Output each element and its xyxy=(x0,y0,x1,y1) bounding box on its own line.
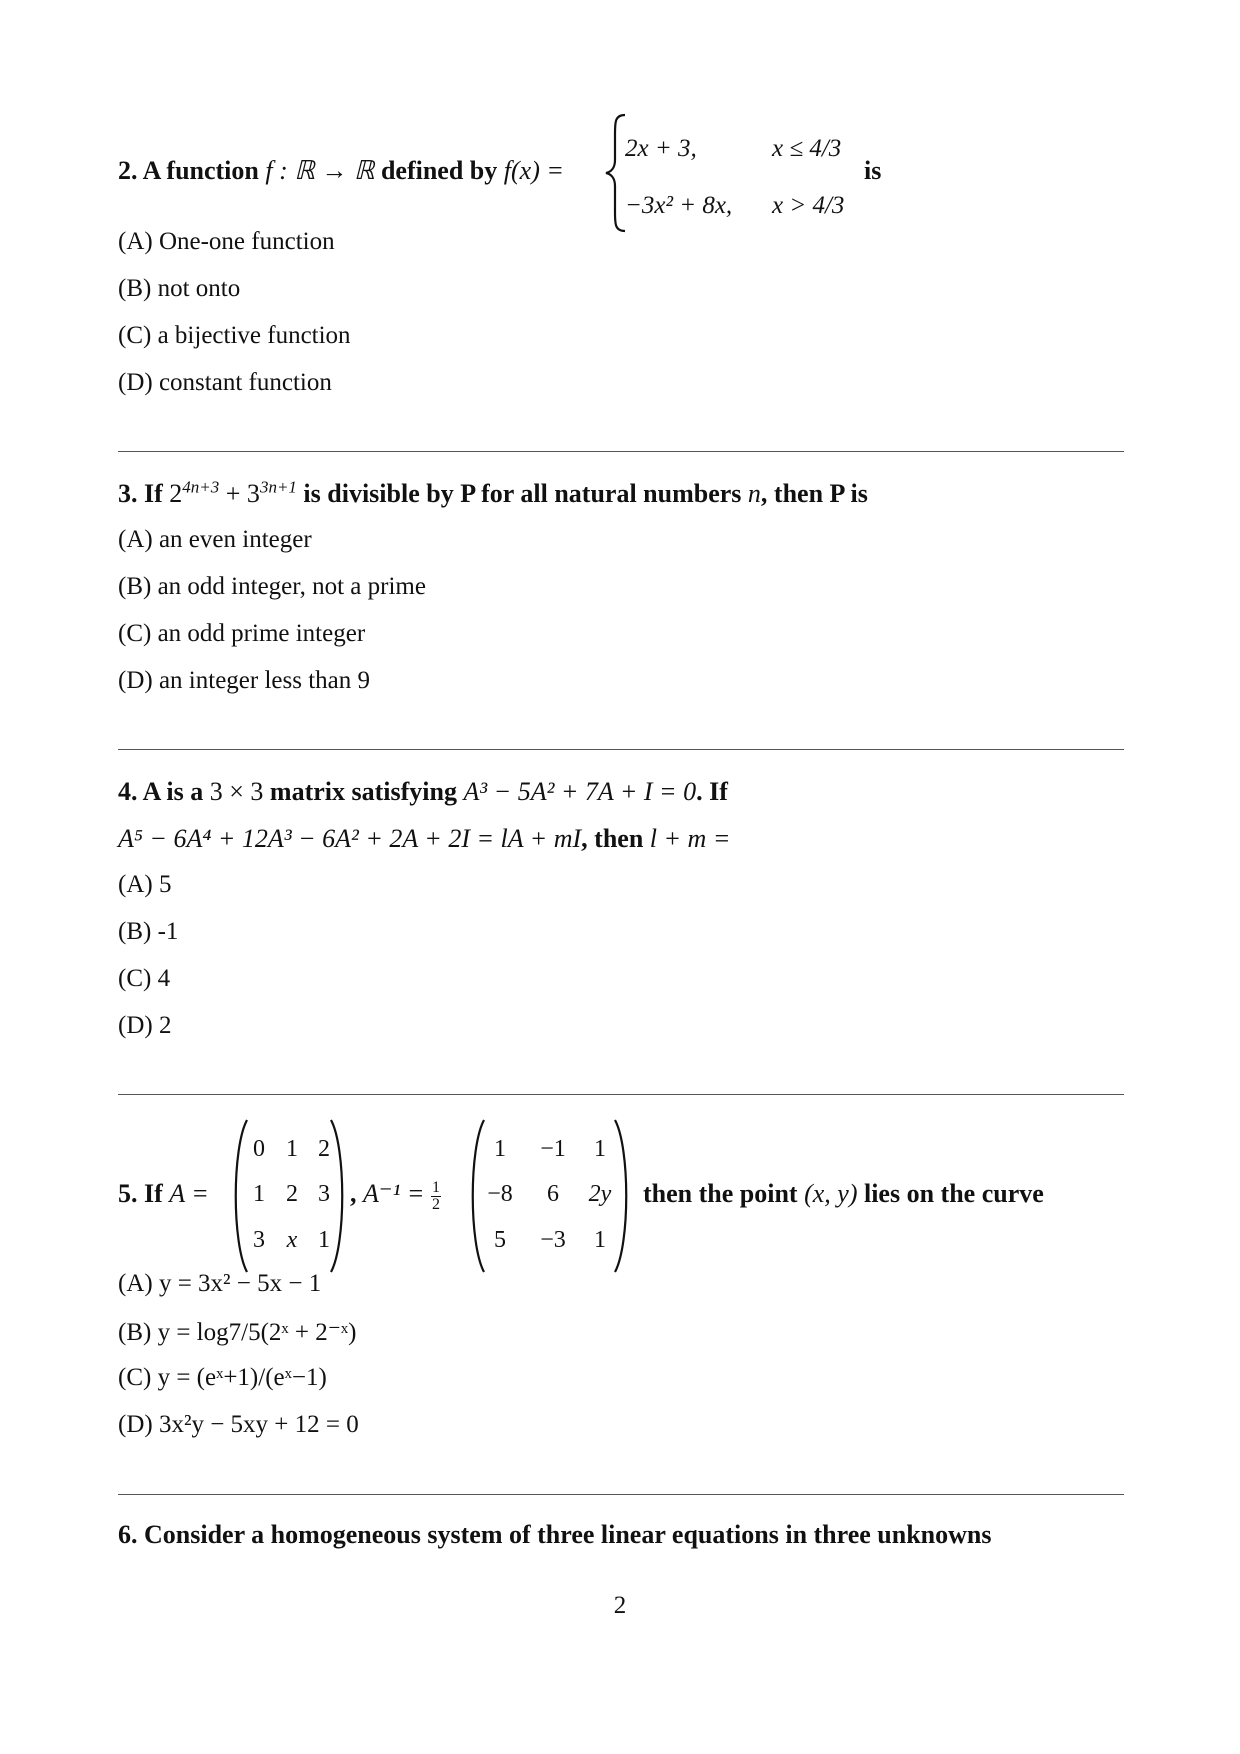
matrix-ainv-cell: −1 xyxy=(540,1136,566,1162)
q5-suffix-group xyxy=(643,1179,1044,1209)
q4-option-d: (D) 2 xyxy=(118,1012,172,1039)
matrix-ainv-cell: 1 xyxy=(594,1136,606,1162)
matrix-a-cell: 1 xyxy=(318,1227,330,1253)
q5-comma: , xyxy=(350,1179,357,1208)
divider-1 xyxy=(118,451,1124,452)
q5-option-a: (A) y = 3x² − 5x − 1 xyxy=(118,1270,322,1297)
q5-then: then the point xyxy=(643,1179,798,1208)
q5-prefix: 5. If xyxy=(118,1179,163,1208)
q5-curve: lies on the curve xyxy=(863,1179,1044,1208)
q4-eq2: A⁵ − 6A⁴ + 12A³ − 6A² + 2A + 2I = lA + mI xyxy=(118,824,582,853)
q4-stem-line2 xyxy=(118,824,730,854)
q3-stem xyxy=(118,479,868,509)
matrix-a-cell: 3 xyxy=(318,1181,330,1207)
q4-end1: . If xyxy=(696,777,728,806)
q2-option-d: (D) constant function xyxy=(118,369,332,396)
q6-title: 6. Consider a homogeneous system of three linear equations in three unknowns xyxy=(118,1520,992,1549)
q5-half-num: 1 xyxy=(431,1178,440,1196)
q2-option-a: (A) One-one function xyxy=(118,228,335,255)
divider-3 xyxy=(118,1094,1124,1095)
matrix-a-cell: 0 xyxy=(253,1136,265,1162)
q2-fx: f(x) = xyxy=(503,156,564,185)
q4-then: , then xyxy=(581,824,644,853)
q5-point: (x, y) xyxy=(804,1179,858,1208)
q5-prefix-group xyxy=(118,1179,209,1209)
q4-option-c: (C) 4 xyxy=(118,965,171,992)
q4-mid: matrix satisfying xyxy=(269,777,457,806)
matrix-ainv-cell: 6 xyxy=(547,1181,559,1207)
divider-4 xyxy=(118,1494,1124,1495)
q5-half-den: 2 xyxy=(431,1195,440,1213)
q4-stem-line1 xyxy=(118,777,728,807)
q4-eq1: A³ − 5A² + 7A + I = 0 xyxy=(463,777,697,806)
q2-case2-cond: x > 4/3 xyxy=(772,192,845,219)
q3-option-d: (D) an integer less than 9 xyxy=(118,667,371,694)
q5-option-d: (D) 3x²y − 5xy + 12 = 0 xyxy=(118,1411,359,1438)
q5-option-c: (C) y = (eˣ+1)/(eˣ−1) xyxy=(118,1364,327,1391)
matrix-ainv-cell: 1 xyxy=(594,1227,606,1253)
q3-option-c: (C) an odd prime integer xyxy=(118,620,366,647)
matrix-ainv-cell: −3 xyxy=(540,1227,566,1253)
q3-var-n: n xyxy=(747,479,761,508)
q2-case1-cond: x ≤ 4/3 xyxy=(772,135,842,162)
q4-prefix: 4. A is a xyxy=(118,777,204,806)
q3-middle: is divisible by P for all natural numbers xyxy=(303,479,742,508)
matrix-ainv-cell: −8 xyxy=(487,1181,513,1207)
matrix-a-cell: x xyxy=(286,1227,298,1253)
q5-ainv-eq: A⁻¹ = xyxy=(363,1179,425,1208)
matrix-a-cell: 2 xyxy=(318,1136,330,1162)
matrix-a-cell: 3 xyxy=(253,1227,265,1253)
matrix-a-cell: 1 xyxy=(253,1181,265,1207)
matrix-ainv-cell: 2y xyxy=(588,1181,612,1207)
q2-map: f : ℝ → ℝ xyxy=(265,156,375,185)
q3-expr-rendered: $2^{4n+3} + 3^{3n+1}$ xyxy=(169,477,297,508)
matrix-a-cell: 1 xyxy=(286,1136,298,1162)
q2-option-c: (C) a bijective function xyxy=(118,322,351,349)
q2-case2-expr: −3x² + 8x, xyxy=(625,192,733,219)
divider-2 xyxy=(118,749,1124,750)
q2-prefix: 2. A function xyxy=(118,156,259,185)
q5-half-fraction xyxy=(431,1180,441,1213)
matrix-ainv-cell: 1 xyxy=(494,1136,506,1162)
q3-suffix: , then P is xyxy=(760,479,868,508)
q5-a-eq: A = xyxy=(169,1179,209,1208)
q3-prefix: 3. If xyxy=(118,479,163,508)
matrix-a-cell: 2 xyxy=(286,1181,298,1207)
q5-option-b: (B) y = log7/5(2ˣ + 2⁻ˣ) xyxy=(118,1319,357,1346)
q4-option-b: (B) -1 xyxy=(118,918,179,945)
q4-dim: 3 × 3 xyxy=(209,777,264,806)
q2-defined-by: defined by xyxy=(380,156,498,185)
q4-option-a: (A) 5 xyxy=(118,871,172,898)
q5-middle-group xyxy=(350,1179,441,1213)
q2-suffix: is xyxy=(864,156,882,185)
q4-ask: l + m = xyxy=(649,824,731,853)
matrix-ainv-cell: 5 xyxy=(494,1227,506,1253)
q2-case1-expr: 2x + 3, xyxy=(625,135,697,162)
page-number: 2 xyxy=(613,1592,627,1619)
q2-stem xyxy=(118,156,564,186)
q3-option-a: (A) an even integer xyxy=(118,526,312,553)
q3-option-b: (B) an odd integer, not a prime xyxy=(118,573,426,600)
matrix-a-left-paren-icon xyxy=(228,1118,250,1274)
q2-option-b: (B) not onto xyxy=(118,275,241,302)
